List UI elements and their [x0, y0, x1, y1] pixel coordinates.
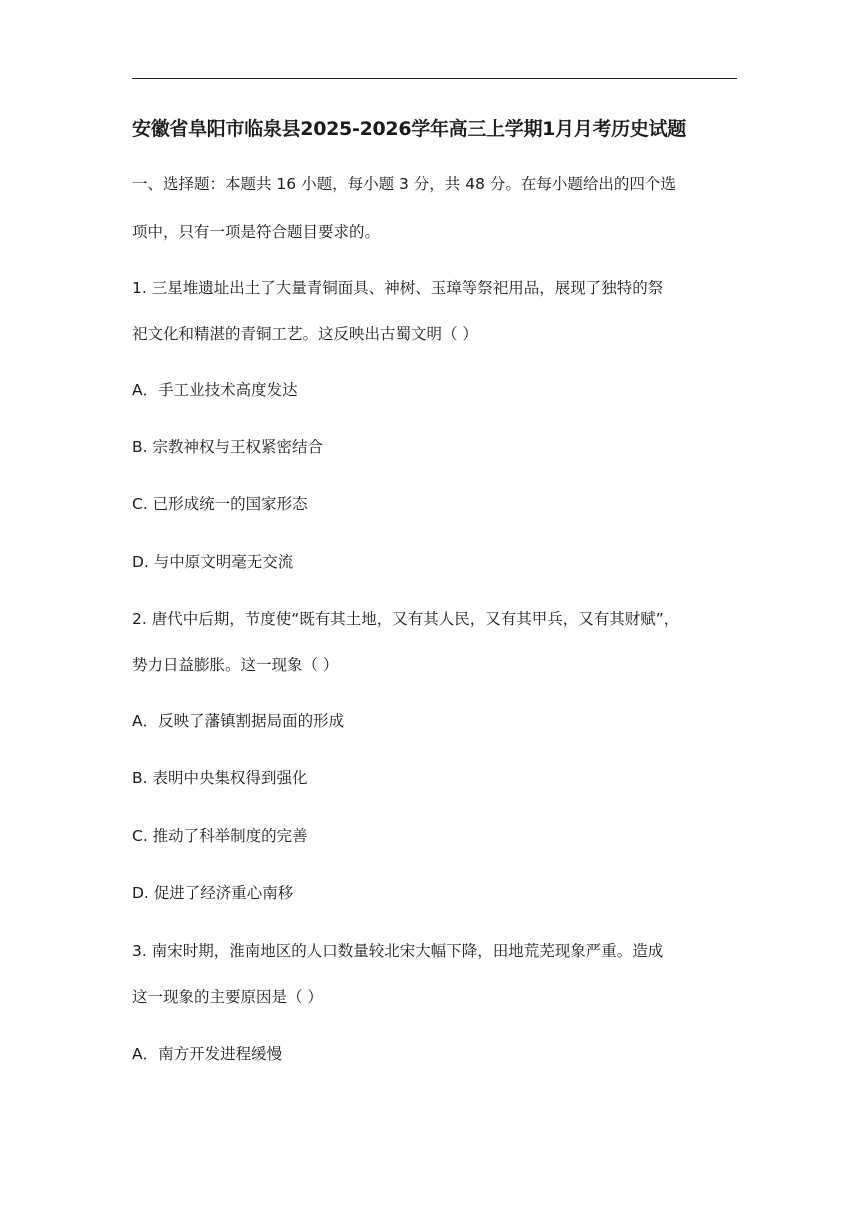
question-stem: 祀文化和精湛的青铜工艺。这反映出古蜀文明（ ）: [132, 325, 478, 343]
option-c: C. 已形成统一的国家形态: [132, 495, 308, 513]
option-a: A．反映了藩镇割据局面的形成: [132, 712, 345, 730]
section-heading-line: 一、选择题：本题共 16 小题，每小题 3 分，共 48 分。在每小题给出的四个选: [132, 175, 676, 193]
option-b: B. 宗教神权与王权紧密结合: [132, 438, 323, 456]
question-stem: 势力日益膨胀。这一现象（ ）: [132, 656, 339, 674]
option-b: B. 表明中央集权得到强化: [132, 769, 308, 787]
option-d: D. 与中原文明毫无交流: [132, 553, 294, 571]
question-stem: 1. 三星堆遗址出土了大量青铜面具、神树、玉璋等祭祀用品，展现了独特的祭: [132, 279, 664, 297]
section-heading-line: 项中，只有一项是符合题目要求的。: [132, 223, 381, 241]
option-a: A．手工业技术高度发达: [132, 381, 298, 399]
question-stem: 3. 南宋时期，淮南地区的人口数量较北宋大幅下降，田地荒芜现象严重。造成: [132, 942, 664, 960]
document-title: 安徽省阜阳市临泉县2025-2026学年高三上学期1月月考历史试题: [132, 118, 686, 140]
question-stem: 这一现象的主要原因是（ ）: [132, 988, 323, 1006]
header-rule: [132, 78, 737, 79]
option-c: C. 推动了科举制度的完善: [132, 827, 308, 845]
question-stem: 2. 唐代中后期，节度使“既有其土地，又有其人民，又有其甲兵，又有其财赋”，: [132, 610, 680, 628]
option-a: A．南方开发进程缓慢: [132, 1045, 283, 1063]
option-d: D. 促进了经济重心南移: [132, 884, 294, 902]
